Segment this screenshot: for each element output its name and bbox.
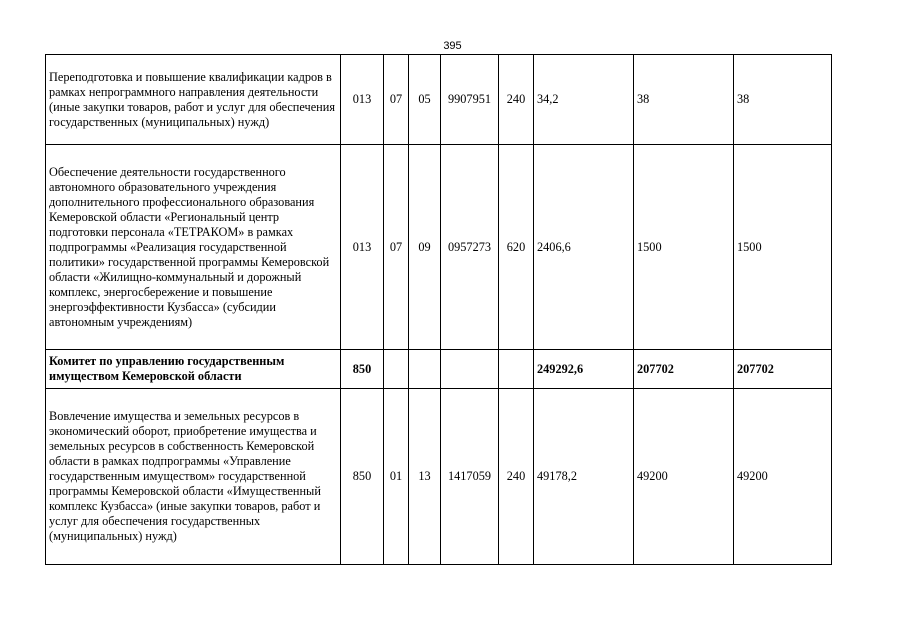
amount-3: 49200 [734,389,832,565]
expense-type-code: 620 [499,145,534,350]
page-number: 395 [443,40,462,52]
row-description: Обеспечение деятельности государственного автономного образовательного учреждения дополнительного профессионального образования Кемеровской области «Региональный центр подготовки персонала «ТЕТРАКОМ» в рамках подпрограммы «Реализация государственной политики» государственной программы Кемеровской области «Жилищно-коммунальный и дорожный комплекс, энергосбережение и повышение энергоэффективности Кузбасса» (субсидии автономным учреждениям) [46,145,341,350]
budget-table [45,54,832,565]
target-code [441,350,499,389]
expense-type-code: 240 [499,389,534,565]
table-row [46,145,832,350]
row-description: Комитет по управлению государственным имуществом Кемеровской области [46,350,341,389]
amount-3: 1500 [734,145,832,350]
subsection-code [409,350,441,389]
amount-2: 1500 [634,145,734,350]
section-code: 07 [384,55,409,145]
target-code: 1417059 [441,389,499,565]
row-description: Вовлечение имущества и земельных ресурсов в экономический оборот, приобретение имущества и земельных ресурсов в собственность Кемеровской области в рамках подпрограммы «Управление государственным имуществом» государственной программы Кемеровской области «Имущественный комплекс Кузбасса» (иные закупки товаров, работ и услуг для обеспечения государственных (муниципальных) нужд) [46,389,341,565]
subsection-code: 13 [409,389,441,565]
amount-1: 34,2 [534,55,634,145]
amount-2: 38 [634,55,734,145]
table-row [46,55,832,145]
amount-3: 207702 [734,350,832,389]
expense-type-code [499,350,534,389]
section-code [384,350,409,389]
ved-code: 013 [341,55,384,145]
subsection-code: 09 [409,145,441,350]
table-row-summary [46,350,832,389]
amount-3: 38 [734,55,832,145]
target-code: 9907951 [441,55,499,145]
section-code: 01 [384,389,409,565]
ved-code: 850 [341,350,384,389]
row-description: Переподготовка и повышение квалификации кадров в рамках непрограммного направления деятельности (иные закупки товаров, работ и услуг для обеспечения государственных (муниципальных) нужд) [46,55,341,145]
ved-code: 850 [341,389,384,565]
amount-2: 49200 [634,389,734,565]
table-row [46,389,832,565]
amount-1: 2406,6 [534,145,634,350]
amount-2: 207702 [634,350,734,389]
amount-1: 49178,2 [534,389,634,565]
expense-type-code: 240 [499,55,534,145]
subsection-code: 05 [409,55,441,145]
section-code: 07 [384,145,409,350]
amount-1: 249292,6 [534,350,634,389]
target-code: 0957273 [441,145,499,350]
ved-code: 013 [341,145,384,350]
